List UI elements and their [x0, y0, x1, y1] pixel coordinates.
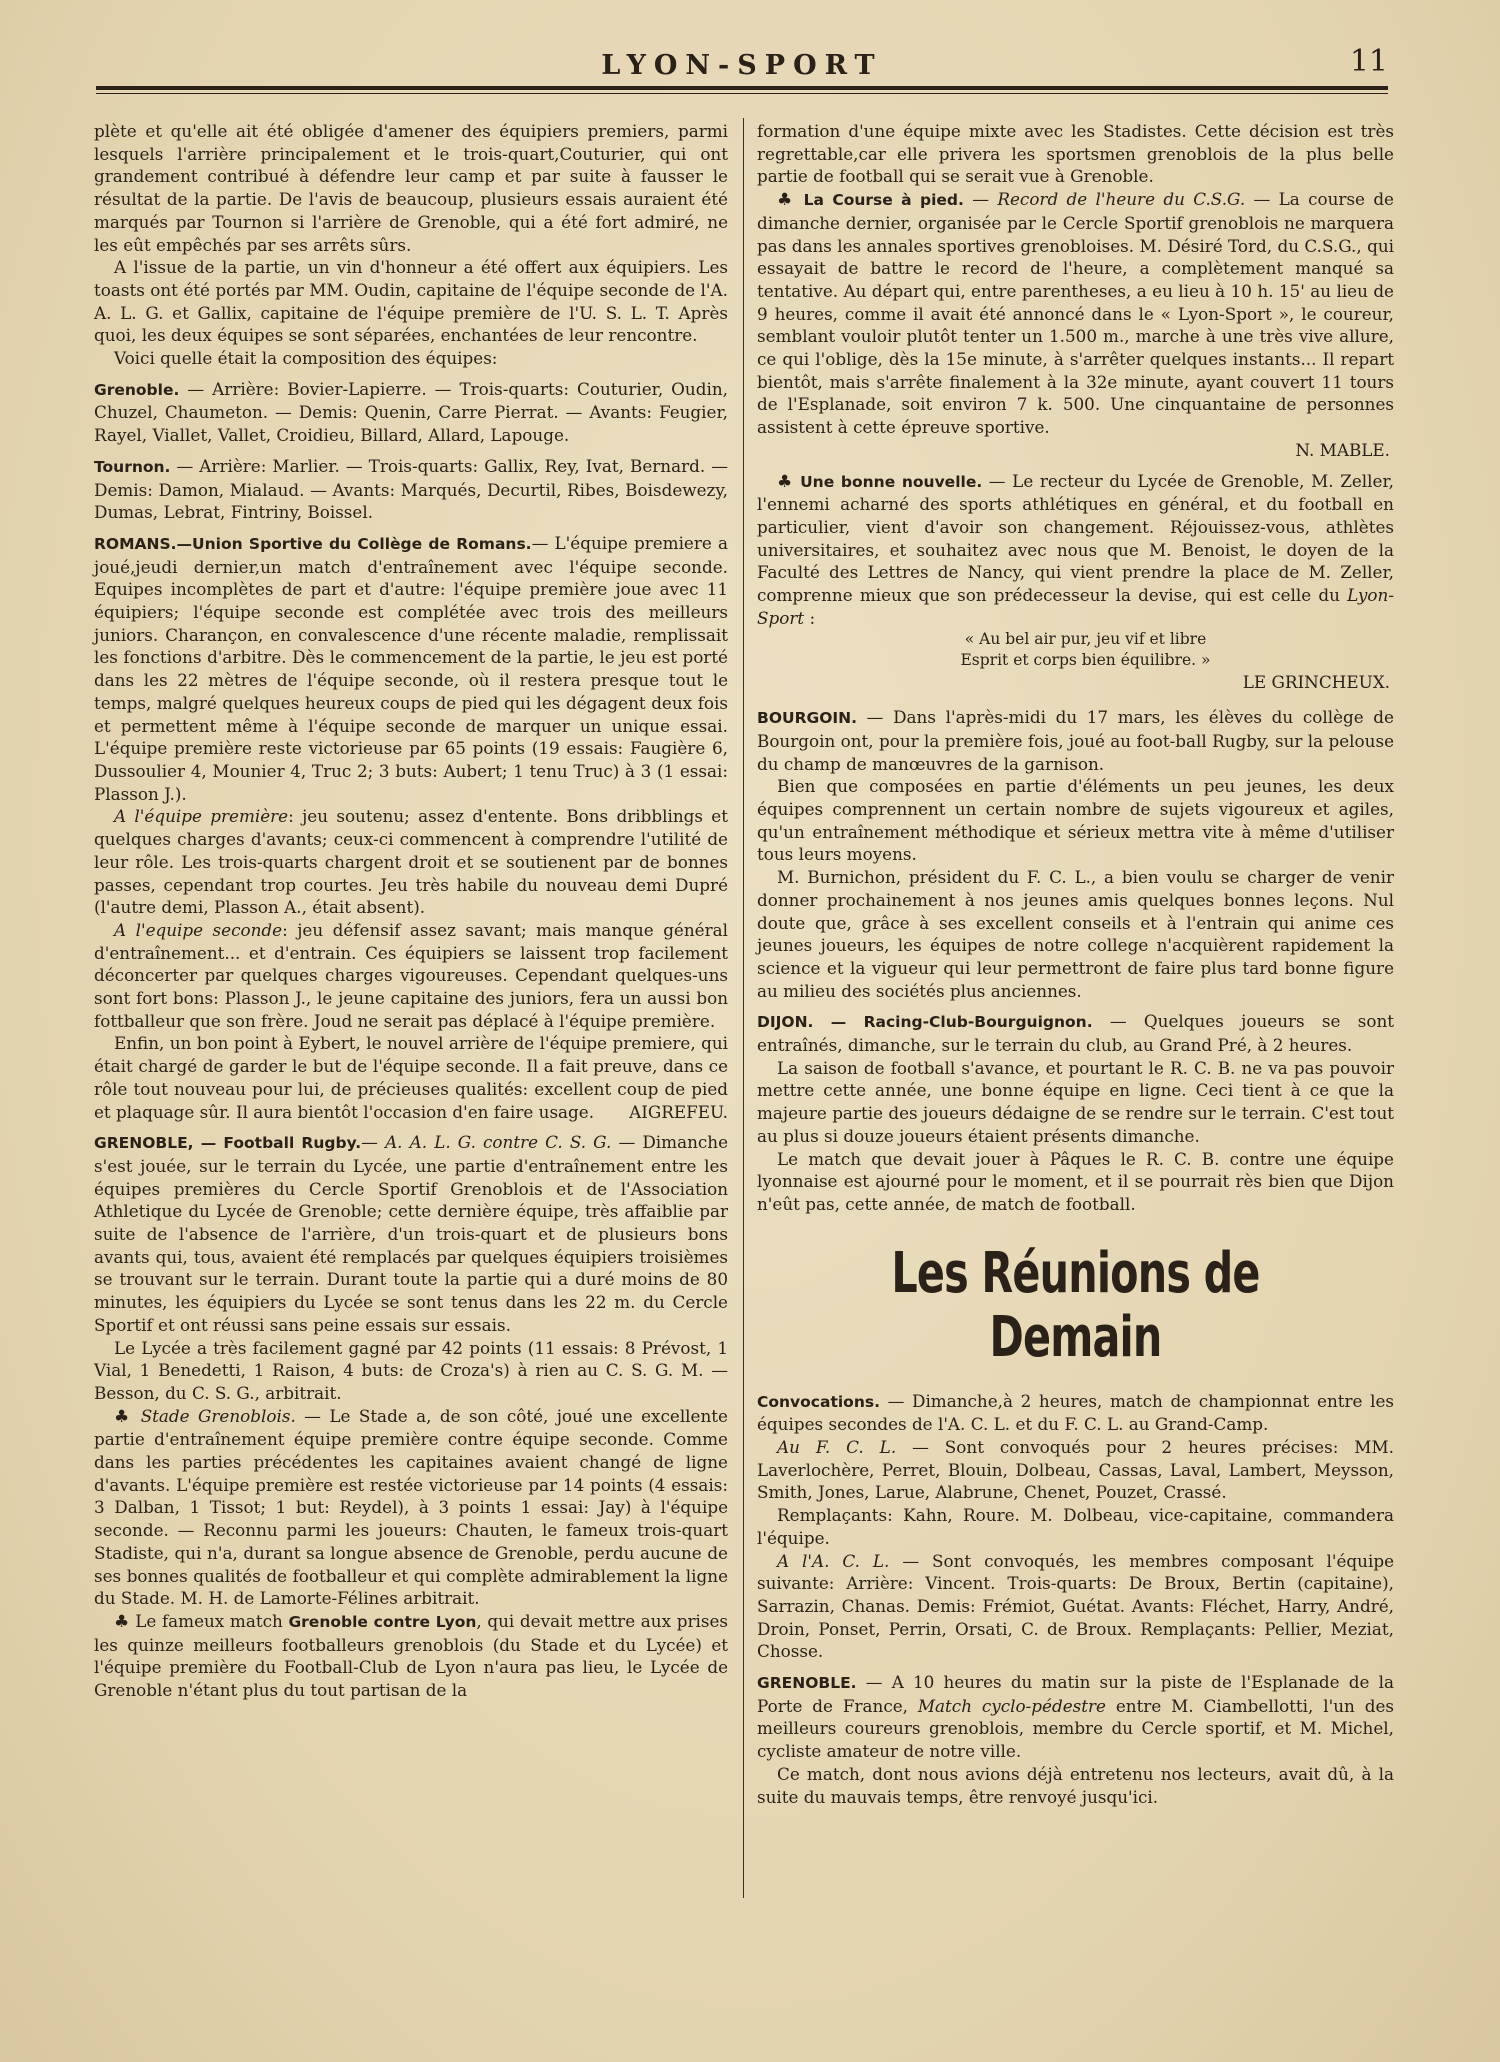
- paragraph-text: La saison de football s'avance, et pourtant le R. C. B. ne va pas pouvoir mettre cette année, une bonne équipe en ligne. Ceci tient à ce que la majeure partie des joueurs dédaigne de se rendre sur le terrain. C'est tout au plus si douze joueurs étaient présents dimanche.: [757, 1057, 1394, 1146]
- article-paragraph: [757, 775, 1394, 866]
- article-romans: [94, 532, 728, 805]
- author-signature: LE GRINCHEUX.: [1242, 672, 1390, 693]
- article-heading: GRENOBLE, — Football Rugby.: [94, 1134, 362, 1153]
- article-grenoble-rugby: [94, 1131, 728, 1336]
- italic-label: A l'equipe seconde: [114, 919, 283, 940]
- article-paragraph: [94, 1405, 728, 1610]
- masthead-rule: [96, 86, 1388, 90]
- italic-label: Stade Grenoblois.: [140, 1405, 296, 1426]
- paragraph-text: Voici quelle était la composition des équipes:: [114, 348, 498, 369]
- article-heading: La Course à pied.: [803, 191, 964, 210]
- paragraph-text: :: [804, 607, 816, 628]
- team-lineup-grenoble: [94, 378, 728, 447]
- paragraph-text: Remplaçants: Kahn, Roure. M. Dolbeau, vice-capitaine, commandera l'équipe.: [757, 1505, 1394, 1548]
- article-convocations: [757, 1390, 1394, 1436]
- author-signature: N. MABLE.: [1295, 439, 1390, 460]
- article-heading: Une bonne nouvelle.: [800, 472, 983, 491]
- article-paragraph: [757, 1550, 1394, 1664]
- paragraph-text: — Arrière: Marlier. — Trois-quarts: Gallix, Rey, Ivat, Bernard. — Demis: Damon, Mialaud. — Avants: Marqués, Decurtil, Ribes, Boisdewezy, Dumas, Lebrat, Fintriny, Boissel.: [94, 455, 728, 523]
- clover-icon: ♣: [114, 1612, 130, 1632]
- article-paragraph: [94, 347, 728, 370]
- page-number: 11: [1349, 44, 1388, 79]
- paragraph-text: entre M. Ciambellotti, l'un des meilleurs coureurs grenoblois, membre du Cercle sportif, et M. Michel, cycliste amateur de notre ville.: [757, 1695, 1394, 1762]
- paragraph-text: — La course de dimanche dernier, organisée par le Cercle Sportif grenoblois ne marquera pas dans les annales sportives grenobloises. M. Désiré Tord, du C.S.G., qui essayait de battre le record de l'heure, a complètement manqué sa tentative. Au départ qui, entre parentheses, a eu lieu à 10 h. 15' au lieu de 9 heures, comme il avait été annoncé dans le « Lyon-Sport », le coureur, semblant vouloir plutôt tenter un 1.500 m., marche à une très vive allure, ce qui l'oblige, dès la 15e minute, à s'arrêter quelques instants... Il repart bientôt, mais s'arrête finalement à la 32e minute, ayant couvert 11 tours de l'Esplanade, soit environ 7 k. 500. Une cinquantaine de personnes assistent à cette épreuve sportive.: [757, 189, 1394, 438]
- paragraph-text: — Sont convoqués, les membres composant l'équipe suivante: Arrière: Vincent. Trois-quarts: De Broux, Bertin (capitaine), Sarrazin, Chanas. Demis: Frémiot, Guétat. Avants: Fléchet, Harry, André, Droin, Ponset, Perrin, Orsati, C. de Broux. Remplaçants: Pellier, Meziat, Chosse.: [757, 1550, 1395, 1662]
- article-paragraph: [757, 1504, 1394, 1549]
- paragraph-text: plète et qu'elle ait été obligée d'amener des équipiers premiers, parmi lesquels l'arrière principalement et le trois-quart,Couturier, qui ont grandement contribué à défendre leur camp et par suite à fausser le résultat de la partie. De l'avis de beaucoup, plusieurs essais auraient été marqués par Tournon si l'arrière de Grenoble, qui a été fort admiré, ne les eût empêchés par ses arrêts sûrs.: [94, 121, 728, 255]
- article-paragraph: [757, 1763, 1394, 1808]
- italic-label: — Record de l'heure du C.S.G.: [963, 189, 1246, 210]
- paragraph-text: : jeu défensif assez savant; mais manque général d'entraînement... et d'entrain. Ces équipiers se laissent trop facilement déconcerter par quelques charges vigoureuses. Cependant quelques-uns sont fort bons: Plasson J., le jeune capitaine des juniors, fera un aussi bon fottballeur que son frère. Joud ne serait pas déplacé à l'équipe première.: [94, 919, 728, 1031]
- article-paragraph: [757, 1436, 1394, 1504]
- paragraph-text: A l'issue de la partie, un vin d'honneur a été offert aux équipiers. Les toasts ont été portés par MM. Oudin, capitaine de l'équipe seconde de l'A. A. L. G. et Gallix, capitaine de l'équipe première de l'U. S. L. T. Après quoi, les deux équipes se sont séparées, enchantées de leur rencontre.: [94, 257, 728, 346]
- article-paragraph: [94, 256, 728, 347]
- article-dijon: [757, 1010, 1394, 1056]
- article-heading: Convocations.: [757, 1392, 880, 1411]
- article-heading: DIJON. — Racing-Club-Bourguignon.: [757, 1013, 1093, 1032]
- paragraph-text: M. Burnichon, président du F. C. L., a bien voulu se charger de venir donner prochainement à nos jeunes amis quelques bonnes leçons. Nul doute que, grâce à ses excellent conseils et à l'entrain qui anime ces jeunes joueurs, les équipes de notre college n'acquièrent rapidement la science et la vigueur qui leur permettront de faire plus tard bonne figure au milieu des sociétés plus anciennes.: [757, 867, 1394, 1001]
- paragraph-text: Bien que composées en partie d'éléments un peu jeunes, les deux équipes comprennent un certain nombre de sujets vigoureux et agiles, qu'un entraînement méthodique et sérieux mettra vite à même d'utiliser tous leurs moyens.: [757, 776, 1394, 865]
- left-column: [94, 120, 728, 1702]
- article-course-a-pied: [757, 188, 1394, 439]
- match-name: Grenoble contre Lyon: [288, 1613, 477, 1631]
- masthead-title: LYON-SPORT: [601, 50, 883, 81]
- paragraph-text: — Dans l'après-midi du 17 mars, les élèves du collège de Bourgoin ont, pour la première fois, joué au foot-ball Rugby, sur la pelouse du champ de manœuvres de la garnison.: [757, 707, 1394, 774]
- masthead: [96, 44, 1388, 84]
- paragraph-text: Le match que devait jouer à Pâques le R. C. B. contre une équipe lyonnaise est ajourné pour le moment, et il se pourrait rès bien que Dijon n'eût pas, cette année, de match de football.: [757, 1148, 1394, 1214]
- article-heading: GRENOBLE.: [757, 1674, 857, 1693]
- paragraph-text: Le Lycée a très facilement gagné par 42 points (11 essais: 8 Prévost, 1 Vial, 1 Benedetti, 1 Raison, 4 buts: de Croza's) à rien au C. S. G. M. — Besson, du C. S. G., arbitrait.: [94, 1337, 728, 1403]
- quote-line: « Au bel air pur, jeu vif et libre: [964, 630, 1207, 649]
- italic-label: — A. A. L. G. contre C. S. G.: [361, 1132, 612, 1153]
- article-paragraph: [94, 120, 728, 256]
- article-bourgoin: [757, 706, 1394, 775]
- clover-icon: ♣: [777, 471, 794, 492]
- paragraph-text: — Sont convoqués pour 2 heures précises: MM. Laverlochère, Perret, Blouin, Dolbeau, Cassas, Laval, Lambert, Meysson, Smith, Jones, Larue, Alabrune, Chenet, Pouzet, Crassé.: [757, 1437, 1394, 1503]
- quote-line: Esprit et corps bien équilibre. »: [960, 651, 1211, 670]
- column-divider: [743, 118, 744, 1898]
- right-column: [757, 120, 1394, 1808]
- article-paragraph: [757, 120, 1394, 188]
- clover-icon: ♣: [777, 190, 796, 211]
- italic-label: A l'équipe première: [114, 806, 289, 827]
- clover-icon: ♣: [114, 1406, 133, 1427]
- italic-label: Au F. C. L.: [777, 1437, 897, 1458]
- paragraph-text: Enfin, un bon point à Eybert, le nouvel arrière de l'équipe premiere, qui était chargé de garder le but de l'équipe seconde. Il a fait preuve, dans ce rôle tout nouveau pour lui, de précieuses qualités: excellent coup de pied et plaquage sûr. Il aura bientôt l'occasion d'en faire usage.: [94, 1033, 728, 1122]
- article-paragraph: [94, 1610, 728, 1702]
- team-name: Grenoble.: [94, 380, 180, 399]
- team-lineup-tournon: [94, 455, 728, 524]
- paragraph-text: , qui devait mettre aux prises les quinze meilleurs footballeurs grenoblois (du Stade et du Lycée) et l'équipe première du Football-Club de Lyon n'aura pas lieu, le Lycée de Grenoble n'étant plus du tout partisan de la: [94, 1611, 728, 1701]
- masthead-rule-thin: [96, 93, 1388, 94]
- paragraph-text: formation d'une équipe mixte avec les Stadistes. Cette décision est très regrettable,car elle privera les sportsmen grenoblois de la plus belle partie de football qui se serait vue à Grenoble.: [757, 121, 1394, 187]
- section-title: Les Réunions de Demain: [891, 1240, 1260, 1370]
- team-name: Tournon.: [94, 457, 171, 476]
- paragraph-text: — Dimanche s'est jouée, sur le terrain du Lycée, une partie d'entraînement entre les équipes premières du Cercle Sportif Grenoblois et de l'Association Athletique du Lycée de Grenoble; cette dernière équipe, très affaiblie par suite de l'absence de l'arrière, d'un trois-quart et de plusieurs bons avants qui, tous, avaient été remplacés par quelques équipiers troisièmes se trouvant sur le terrain. Durant toute la partie qui a duré moins de 80 minutes, les équipiers du Lycée se sont tenus dans les 22 m. du Cercle Sportif et ont réussi sans peine essais sur essais.: [94, 1132, 729, 1335]
- article-heading: ROMANS.—Union Sportive du Collège de Romans.: [94, 534, 532, 553]
- article-paragraph: [94, 1337, 728, 1405]
- paragraph-text: — Le Stade a, de son côté, joué une excellente partie d'entraînement équipe première contre équipe seconde. Comme dans les parties précédentes les capitaines avaient changé de ligne d'avants. L'équipe première est restée victorieuse par 14 points (4 essais: 3 Dalban, 1 Tissot; 1 but: Reydel), à 3 points 1 essai: Jay) à l'équipe seconde. — Reconnu parmi les joueurs: Chauten, le fameux trois-quart Stadiste, qui n'a, durant sa longue absence de Grenoble, perdu aucune de ses bonnes qualités de footballeur et qui complète admirablement la ligne du Stade. M. H. de Lamorte-Félines arbitrait.: [94, 1405, 728, 1609]
- article-paragraph: [94, 919, 728, 1033]
- italic-label: A l'A. C. L.: [777, 1550, 890, 1571]
- italic-label: Lyon-Sport: [757, 585, 1394, 628]
- article-paragraph: [94, 1032, 728, 1123]
- paragraph-text: : jeu soutenu; assez d'entente. Bons dribblings et quelques charges d'avants; ceux-ci commencent à comprendre l'utilité de leur rôle. Les trois-quarts chargent droit et se soutienent par de bonnes passes, cependant trop courtes. Jeu très habile du nouveau demi Dupré (l'autre demi, Plasson A., était absent).: [94, 806, 728, 918]
- article-paragraph: [757, 866, 1394, 1002]
- paragraph-text: Ce match, dont nous avions déjà entretenu nos lecteurs, avait dû, à la suite du mauvais temps, être renvoyé jusqu'ici.: [757, 1763, 1394, 1807]
- article-grenoble-cyclo: [757, 1671, 1394, 1763]
- paragraph-text: Le fameux match: [135, 1611, 289, 1631]
- paragraph-text: — Quelques joueurs se sont entraînés, dimanche, sur le terrain du club, au Grand Pré, à 2 heures.: [757, 1011, 1394, 1056]
- paragraph-text: — Arrière: Bovier-Lapierre. — Trois-quarts: Couturier, Oudin, Chuzel, Chaumeton. — Demis: Quenin, Carre Pierrat. — Avants: Feugier, Rayel, Viallet, Vallet, Croidieu, Billard, Allard, Lapouge.: [94, 378, 728, 446]
- article-paragraph: [757, 1057, 1394, 1148]
- article-paragraph: [94, 805, 728, 919]
- paragraph-text: — A 10 heures du matin sur la piste de l'Esplanade de la Porte de France,: [757, 1672, 1394, 1716]
- article-bonne-nouvelle: [757, 470, 1394, 630]
- paragraph-text: — Dimanche,à 2 heures, match de championnat entre les équipes secondes de l'A. C. L. et du F. C. L. au Grand-Camp.: [757, 1390, 1394, 1435]
- author-signature: AIGREFEU.: [629, 1101, 728, 1122]
- article-paragraph: [757, 1148, 1394, 1216]
- paragraph-text: — L'équipe premiere a joué,jeudi dernier,un match d'entraînement avec l'équipe seconde. Equipes incomplètes de part et d'autre: l'équipe première joue avec 11 équipiers; l'équipe seconde est complétée avec trois des meilleurs juniors. Charançon, en convalescence d'une récente maladie, remplissait les fonctions d'arbitre. Dès le commencement de la partie, le jeu est porté dans les 22 mètres de l'équipe seconde, où il restera presque tout le temps, malgré quelques heureux coups de pied qui les dégagent deux fois et permettent même à l'équipe seconde de marquer un unique essai. L'équipe première reste victorieuse par 65 points (19 essais: Faugière 6, Dussoulier 4, Mounier 4, Truc 2; 3 buts: Aubert; 1 tenu Truc) à 3 (1 essai: Plasson J.).: [94, 532, 728, 804]
- paragraph-text: — Le recteur du Lycée de Grenoble, M. Zeller, l'ennemi acharné des sports athlétiques en général, et du football en particulier, vient d'avoir son changement. Réjouissez-vous, athlètes universitaires, et souhaitez avec nous que M. Benoist, le doyen de la Faculté des Lettres de Nancy, qui vient prendre la place de M. Zeller, comprenne mieux que son prédecesseur la devise, qui est celle du: [757, 470, 1394, 606]
- italic-label: Match cyclo-pédestre: [917, 1695, 1106, 1716]
- article-heading: BOURGOIN.: [757, 709, 858, 728]
